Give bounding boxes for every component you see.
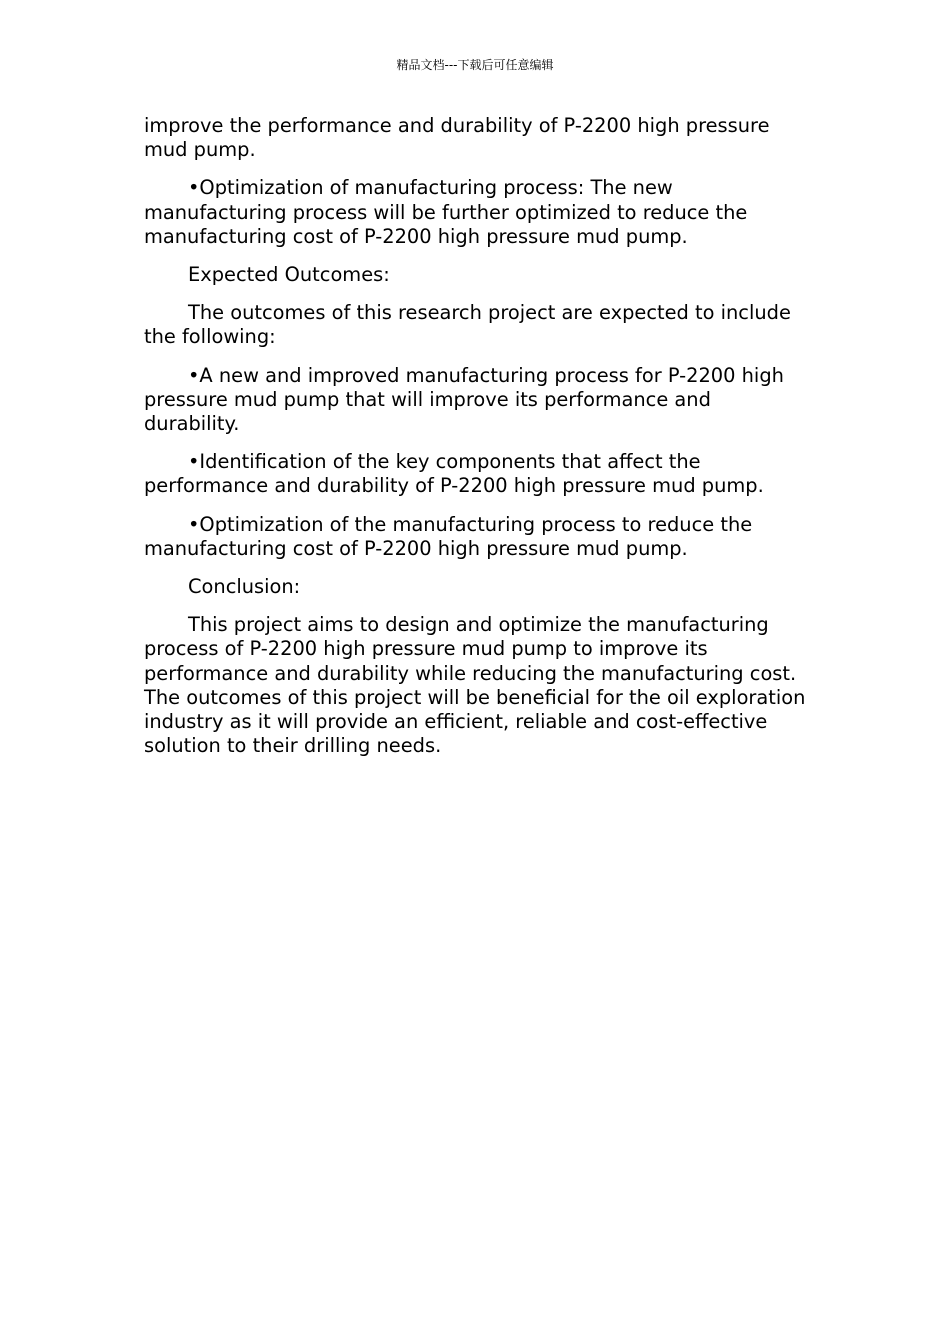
section-heading-conclusion: Conclusion:: [188, 575, 301, 599]
bullet-optimization-process: •Optimization of manufacturing process: The new manufacturing process will be further optimized to reduce the manufacturing cost of P-2200 high pressure mud pump.: [144, 176, 748, 248]
page-header: 精品文档---下载后可任意编辑: [396, 58, 554, 72]
paragraph-continuation: improve the performance and durability of P-2200 high pressure mud pump.: [144, 114, 770, 162]
bullet-new-process: •A new and improved manufacturing process for P-2200 high pressure mud pump that will improve its performance and durability.: [144, 363, 784, 436]
section-heading-expected-outcomes: Expected Outcomes:: [188, 263, 390, 287]
bullet-key-components: •Identification of the key components that affect the performance and durability of P-2200 high pressure mud pump.: [144, 450, 764, 498]
paragraph-outcomes-intro: The outcomes of this research project are expected to include the following:: [144, 301, 791, 349]
document-body: [144, 114, 810, 772]
paragraph-conclusion: This project aims to design and optimize the manufacturing process of P-2200 high pressure mud pump to improve its performance and durability while reducing the manufacturing cost. The outcomes of this project will be beneficial for the oil exploration industry as it will provide an efficient, reliable and cost-effective solution to their drilling needs.: [144, 613, 806, 758]
bullet-reduce-cost: •Optimization of the manufacturing process to reduce the manufacturing cost of P-2200 high pressure mud pump.: [144, 512, 753, 560]
